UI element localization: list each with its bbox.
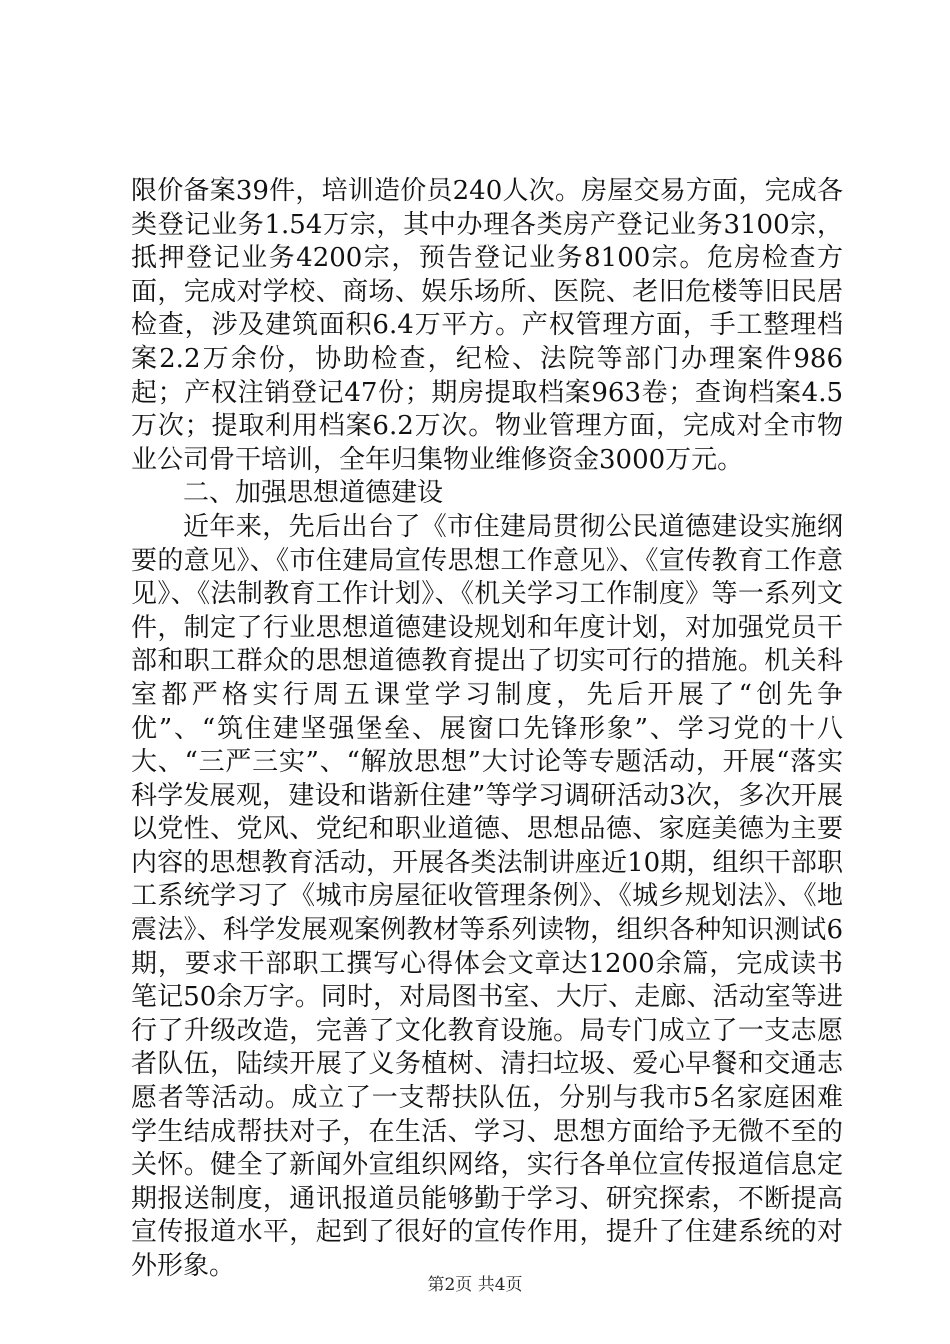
page-footer <box>0 1270 950 1295</box>
page-number-label: 第2页 共4页 <box>427 1275 523 1295</box>
paragraph-housing-stats: 限价备案39件，培训造价员240人次。房屋交易方面，完成各类登记业务1.54万宗，其中办理各类房产登记业务3100宗，抵押登记业务4200宗，预告登记业务8100宗。危房检查方面，完成对学校、商场、娱乐场所、医院、老旧危楼等旧民居检查，涉及建筑面积6.4万平方。产权管理方面，手工整理档案2.2万余份，协助检查，纪检、法院等部门办理案件986起；产权注销登记47份；期房提取档案963卷；查询档案4.5万次；提取利用档案6.2万次。物业管理方面，完成对全市物业公司骨干培训，全年归集物业维修资金3000万元。 <box>131 176 843 475</box>
paragraph-moral-construction: 近年来，先后出台了《市住建局贯彻公民道德建设实施纲要的意见》、《市住建局宣传思想工作意见》、《宣传教育工作意见》、《法制教育工作计划》、《机关学习工作制度》等一系列文件，制定了行业思想道德建设规划和年度计划，对加强党员干部和职工群众的思想道德教育提出了切实可行的措施。机关科室都严格实行周五课堂学习制度，先后开展了“创先争优”、“筑住建坚强堡垒、展窗口先锋形象”、学习党的十八大、“三严三实”、“解放思想”大讨论等专题活动，开展“落实科学发展观，建设和谐新住建”等学习调研活动3次，多次开展以党性、党风、党纪和职业道德、思想品德、家庭美德为主要内容的思想教育活动，开展各类法制讲座近10期，组织干部职工系统学习了《城市房屋征收管理条例》、《城乡规划法》、《地震法》、科学发展观案例教材等系列读物，组织各种知识测试6期，要求干部职工撰写心得体会文章达1200余篇，完成读书笔记50余万字。同时，对局图书室、大厅、走廊、活动室等进行了升级改造，完善了文化教育设施。局专门成立了一支志愿者队伍，陆续开展了义务植树、清扫垃圾、爱心早餐和交通志愿者等活动。成立了一支帮扶队伍，分别与我市5名家庭困难学生结成帮扶对子，在生活、学习、思想方面给予无微不至的关怀。健全了新闻外宣组织网络，实行各单位宣传报道信息定期报送制度，通讯报道员能够勤于学习、研究探索，不断提高宣传报道水平，起到了很好的宣传作用，提升了住建系统的对外形象。 <box>131 511 843 1281</box>
section-heading: 二、加强思想道德建设 <box>183 478 444 509</box>
document-body <box>131 175 843 1284</box>
